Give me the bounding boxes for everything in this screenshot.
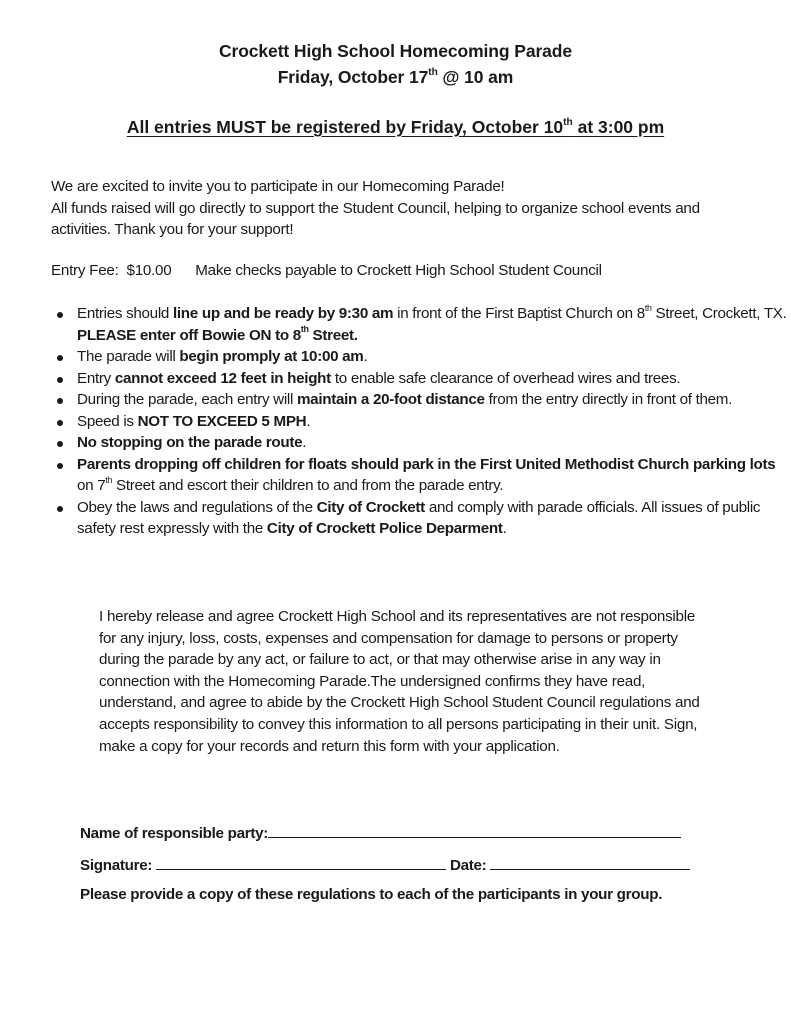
intro-paragraph <box>51 176 751 241</box>
intro-line-2: All funds raised will go directly to support the Student Council, helping to organize school events and activities. Thank you for your support! <box>51 199 700 238</box>
rule-item: Obey the laws and regulations of the City of Crockett and comply with parade officials. All issues of public safety rest expressly with the City of Crockett Police Deparment. <box>77 497 789 540</box>
responsible-party-label: Name of responsible party: <box>80 825 268 842</box>
document-title: Crockett High School Homecoming Parade <box>218 41 573 61</box>
footer-note: Please provide a copy of these regulations to each of the participants in your group. <box>80 886 663 903</box>
rule-item: The parade will begin promply at 10:00 am. <box>77 346 789 368</box>
rule-item: No stopping on the parade route. <box>77 432 789 454</box>
registration-deadline: All entries MUST be registered by Friday, October 10th at 3:00 pm <box>126 116 665 137</box>
signature-blank[interactable] <box>156 855 446 870</box>
rule-item: Entry cannot exceed 12 feet in height to enable safe clearance of overhead wires and trees. <box>77 368 789 390</box>
responsible-party-field[interactable] <box>80 823 681 842</box>
rule-item: Entries should line up and be ready by 9:30 am in front of the First Baptist Church on 8th Street, Crockett, TX. PLEASE enter off Bowie ON to 8th Street. <box>77 303 789 346</box>
rule-item: During the parade, each entry will maintain a 20-foot distance from the entry directly in front of them. <box>77 389 789 411</box>
liability-release: I hereby release and agree Crockett High School and its representatives are not responsible for any injury, loss, costs, expenses and compensation for damage to persons or property during the parade by any act, or failure to act, or that may otherwise arise in any way in connection with the Homecoming Parade.The undersigned confirms they have read, understand, and agree to abide by the Crockett High School Student Council regulations and accepts responsibility to convey this information to all persons participating in their unit. Sign, make a copy for your records and return this form with your application. <box>99 608 700 755</box>
rule-item: Parents dropping off children for floats should park in the First United Methodist Church parking lots on 7th Street and escort their children to and from the parade entry. <box>77 454 789 497</box>
intro-line-1: We are excited to invite you to participate in our Homecoming Parade! <box>51 178 505 195</box>
event-date: Friday, October 17th @ 10 am <box>277 66 514 87</box>
signature-row <box>80 855 690 874</box>
date-blank[interactable] <box>490 855 690 870</box>
responsible-party-blank[interactable] <box>268 823 681 838</box>
rule-item: Speed is NOT TO EXCEED 5 MPH. <box>77 411 789 433</box>
checks-payable: Make checks payable to Crockett High School Student Council <box>195 262 602 279</box>
entry-fee <box>51 262 751 279</box>
date-label: Date: <box>446 857 491 874</box>
signature-label: Signature: <box>80 857 157 874</box>
entry-fee-label: Entry Fee: $10.00 <box>51 262 172 279</box>
parade-rules-list <box>51 303 789 540</box>
